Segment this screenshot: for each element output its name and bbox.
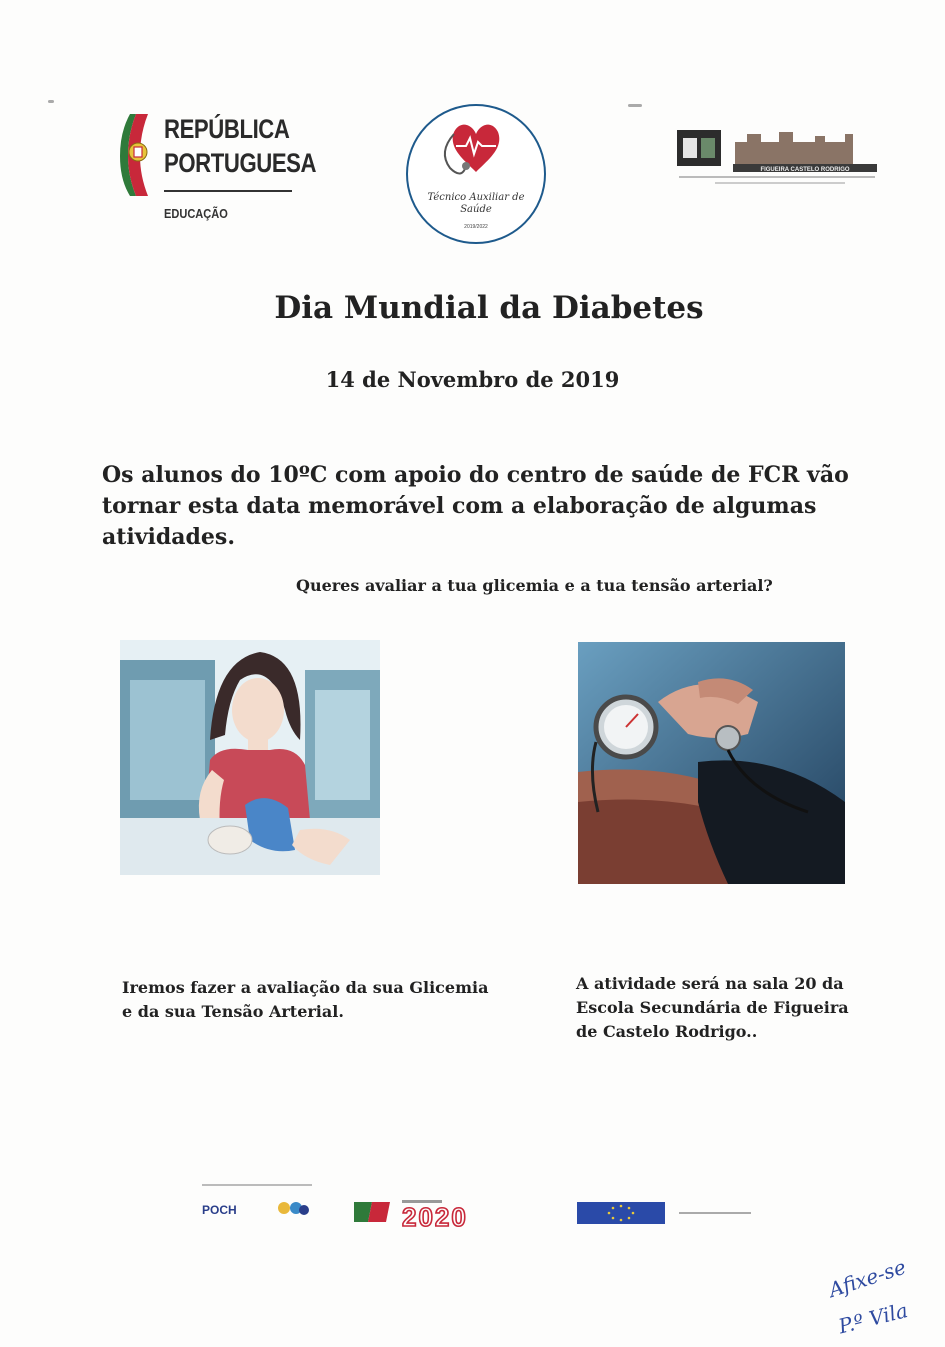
- signature-line2: P.º Vila: [836, 1298, 911, 1339]
- glucose-test-illustration: [120, 640, 380, 875]
- republica-portuguesa-logo: [118, 110, 317, 230]
- caption-right: A atividade será na sala 20 da Escola Secundária de Figueira de Castelo Rodrigo..: [576, 974, 849, 1041]
- course-logo: [404, 102, 548, 246]
- portuguesa-word: PORTUGUESA: [164, 148, 317, 178]
- event-date: 14 de Novembro de 2019: [325, 367, 620, 392]
- heart-stethoscope-icon: [404, 102, 548, 246]
- school-logo: [675, 120, 885, 200]
- intro-paragraph: Os alunos do 10ºC com apoio do centro de saúde de FCR vão tornar esta data memorável com a elaboração de algumas atividades.: [102, 462, 849, 550]
- course-logo-line2: Saúde: [460, 204, 492, 215]
- caption-left: Iremos fazer a avaliação da sua Glicemia e da sua Tensão Arterial.: [122, 978, 489, 1021]
- question-text: Queres avaliar a tua glicemia e a tua tensão arterial?: [296, 576, 773, 595]
- logo-divider: [164, 190, 292, 192]
- course-logo-line1: Técnico Auxiliar de: [427, 192, 525, 203]
- eu-flag-logo: [577, 1202, 757, 1226]
- portugal-flag-icon: [118, 112, 156, 198]
- poch-logo: [200, 1180, 320, 1220]
- ministry-label: EDUCAÇÃO: [164, 206, 228, 221]
- portugal-2020-logo: [352, 1196, 547, 1228]
- scan-speck: [628, 104, 642, 107]
- republica-word: REPÚBLICA: [164, 114, 290, 144]
- course-logo-years: 2019/2022: [464, 224, 488, 230]
- handwritten-signature: [818, 1238, 943, 1343]
- school-name: FIGUEIRA CASTELO RODRIGO: [760, 167, 850, 173]
- page-title: Dia Mundial da Diabetes: [274, 290, 704, 326]
- scan-speck: [48, 100, 54, 103]
- blood-pressure-measurement-photo: [578, 642, 845, 884]
- poch-wordmark: POCH: [202, 1203, 237, 1217]
- signature-line1: Afixe-se: [825, 1254, 909, 1303]
- portugal-2020-wordmark: 2020: [402, 1202, 468, 1228]
